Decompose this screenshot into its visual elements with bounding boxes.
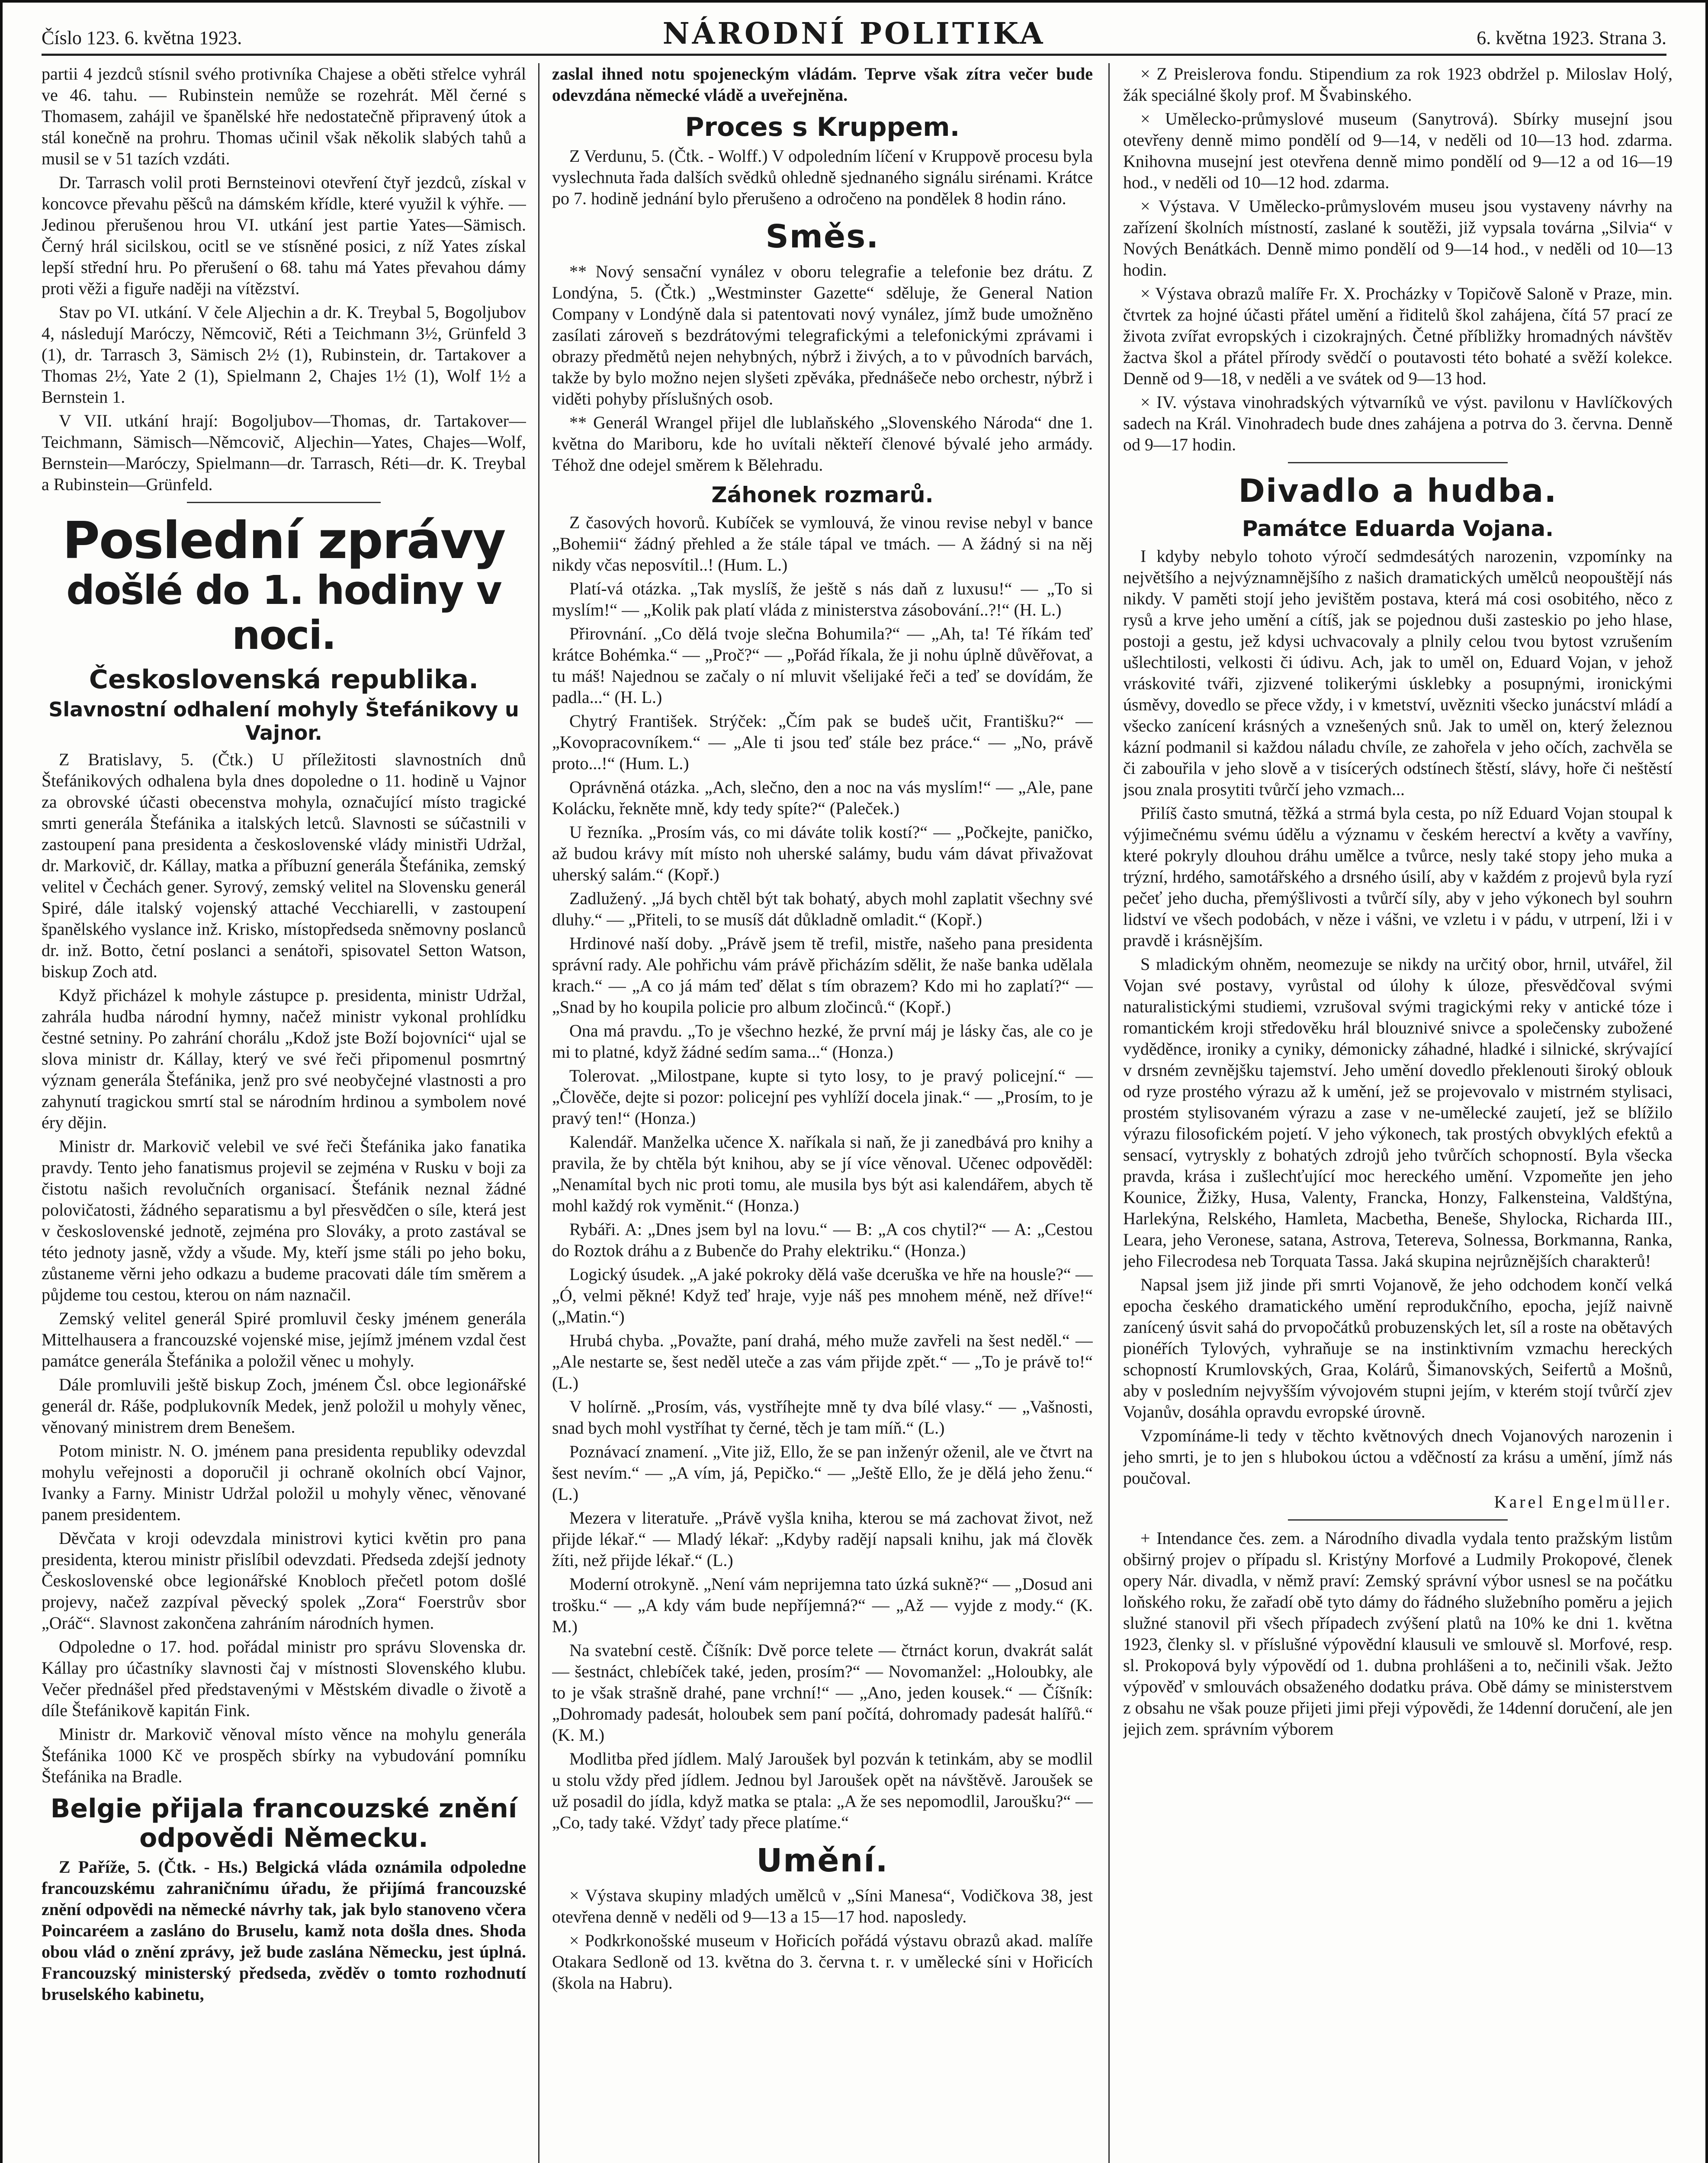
article-subheading: Slavnostní odhalení mohyly Štefánikovy u Vajnor. (48, 698, 519, 745)
joke-item: Chytrý František. Strýček: „Čím pak se budeš učit, Františku?“ — „Kovopracovníkem.“ — „Ale ti jsou teď stále bez práce.“ — „No, právě proto...!“ (Hum. L.) (552, 711, 1093, 773)
joke-item: Logický úsudek. „A jaké pokroky dělá vaše dceruška ve hře na housle?“ — „Ó, velmi pěkné! Když teď hraje, vyje náš pes mnohem méně, než dříve!“ („Matin.“) (552, 1264, 1093, 1326)
section-subheading: došlé do 1. hodiny v noci. (66, 567, 501, 658)
joke-item: U řezníka. „Prosím vás, co mi dáváte tolik kostí?“ — „Počkejte, paničko, až budou krávy mít místo noh uherské salámy, budu vám dávat přivažovat uherský salám.“ (Kopř.) (552, 822, 1093, 884)
article-paragraph: Přilíš často smutná, těžká a strmá byla cesta, po níž Eduard Vojan stoupal k výjimečnému svému údělu a významu v českém herectví a květy a vavříny, které pokryly dlouhou dráhu umělce a tvůrce, nesly také stopy jeho muka a trýzní, hrdého, samotářského a drsného úsilí, aby v každém z projevů byla ryzí pečeť jeho ducha, přemýšlivosti a tvůrčí síly, aby v jeho výkonech byl souhrn lidství ve všech podobách, v něze i vášni, ve vzletu i v pádu, v utrpení, lži i v pravdě i krásnějším. (1123, 803, 1673, 950)
joke-item: Zadlužený. „Já bych chtěl být tak bohatý, abych mohl zaplatit všechny své dluhy.“ — „Přiteli, to se musíš dát důkladně omladit.“ (Kopř.) (552, 889, 1093, 929)
article-paragraph: Potom ministr. N. O. jménem pana presidenta republiky odevzdal mohylu veřejnosti a doporučil ji ochraně okolních obcí Vajnor, Ivanky a Farny. Ministr Udržal položil u mohyly věnec, věnované panem presidentem. (42, 1441, 526, 1524)
article-paragraph: zaslal ihned notu spojeneckým vládám. Teprve však zítra večer bude odevzdána německé vládě a uveřejněna. (552, 64, 1093, 105)
joke-item: Hrubá chyba. „Považte, paní drahá, mého muže zavřeli na šest neděl.“ — „Ale nestarte se, šest neděl uteče a zas vám přijde zpět.“ — „To je právě to!“ (L.) (552, 1331, 1093, 1393)
joke-item: V holírně. „Prosím, vás, vystříhejte mně ty dva bílé vlasy.“ — „Vašnosti, snad bych mohl vystříhat ty černé, těch je tam míň.“ (L.) (552, 1397, 1093, 1438)
joke-item: Z časových hovorů. Kubíček se vymlouvá, že vinou revise nebyl v bance „Bohemii“ žádný přehled a že stále tápal ve tmách. — A žádný si na něj nikdy včas neposvítil..! (Hum. L.) (552, 513, 1093, 574)
article-paragraph: Když přicházel k mohyle zástupce p. presidenta, ministr Udržal, zahrála hudba národní hymny, načež ministr vykonal prohlídku čestné setniny. Po zahrání chorálu „Kdož jste Boží bojovníci“ ujal se slova ministr dr. Kállay, který ve své řeči připomenul posmrtný význam generála Štefánika, jenž pro své neobyčejné vlastnosti a pro zahynutí tragickou smrtí stal se národním hrdinou a symbolem nové éry dějin. (42, 985, 526, 1132)
column-rule (538, 63, 539, 2163)
article-paragraph: Ministr dr. Markovič velebil ve své řeči Štefánika jako fanatika pravdy. Tento jeho fanatismus projevil se zejména v Rusku v boji za čistotu našich revolučních organisací. Štefánik neznal žádné polovičatosti, žádného separatismu a byl přesvědčen o síle, která jest v československé jednotě, zejména pro Slováky, a proto zastával se této jednoty jasně, vždy a všude. My, kteří jsme stáli po jeho boku, zůstaneme věrni jeho odkazu a budeme pracovati dále tím směrem a půjdeme tou cestou, kterou on nám naznačil. (42, 1136, 526, 1304)
article-paragraph: × IV. výstava vinohradských výtvarníků ve výst. pavilonu v Havlíčkových sadech na Král. Vinohradech bude dnes zahájena a potrva do 3. června. Denně od 9—17 hodin. (1123, 392, 1673, 454)
article-heading: Proces s Kruppem. (685, 112, 960, 142)
column-1 (42, 63, 526, 2163)
joke-item: Platí-vá otázka. „Tak myslíš, že ještě s nás daň z luxusu!“ — „To si myslím!“ — „Kolik pak platí vláda z ministerstva zásobování..?!“ (H. L.) (552, 579, 1093, 619)
article-paragraph: Stav po VI. utkání. V čele Aljechin a dr. K. Treybal 5, Bogoljubov 4, následují Maróczy, Němcovič, Réti a Teichmann 3½, Grünfeld 3 (1), dr. Tarrasch 3, Sämisch 2½ (1), Rubinstein, dr. Tartakover a Thomas 2½, Yate 2 (1), Spielmann 2, Chajes 1½ (1), Wolf 1½ a Bernstein 1. (42, 302, 526, 407)
article-paragraph: Zemský velitel generál Spiré promluvil česky jménem generála Mittelhausera a francouzské vojenské mise, jejímž jménem vzdal čest památce generála Štefánika a položil věnec u mohyly. (42, 1309, 526, 1370)
joke-item: Mezera v literatuře. „Právě vyšla kniha, kterou se má zachovat život, než přijde lékař.“ — Mladý lékař: „Kdyby radějí napsali knihu, jak má člověk žíti, než přijde lékař.“ (L.) (552, 1508, 1093, 1570)
article-paragraph: Vzpomínáme-li tedy v těchto květnových dnech Vojanových narozenin i jeho smrti, je to jen s hlubokou úctou a vděčností za krásu a umění, jímž nás poučoval. (1123, 1426, 1673, 1488)
divider (1288, 462, 1508, 463)
column-3 (1123, 63, 1673, 2163)
joke-item: Rybáři. A: „Dnes jsem byl na lovu.“ — B: „A cos chytil?“ — A: „Cestou do Roztok dráhu a z Bubenče do Prahy elektriku.“ (Honza.) (552, 1219, 1093, 1260)
page-info: 6. května 1923. Strana 3. (1477, 27, 1666, 48)
joke-item: Tolerovat. „Milostpane, kupte si tyto losy, to je pravý policejní.“ — „Člověče, dejte si pozor: policejní pes vyhlíží docela jinak.“ — „Prosím, to je pravý ten!“ (Honza.) (552, 1066, 1093, 1128)
column-2 (552, 63, 1093, 2163)
article-paragraph: V VII. utkání hrají: Bogoljubov—Thomas, dr. Tartakover—Teichmann, Sämisch—Němcovič, Aljechin—Yates, Chajes—Wolf, Bernstein—Maróczy, Spielmann—dr. Tarrasch, Réti—dr. K. Treybal a Rubinstein—Grünfeld. (42, 411, 526, 494)
article-paragraph: × Výstava obrazů malíře Fr. X. Procházky v Topičově Saloně v Praze, min. čtvrtek za hojné účasti přátel umění a řiditelů škol zahájena, čítá 57 prací ze života zvířat evropských i cizokrajných. Četné příbližky hromadných návštěv žactva škol a přátel přírody svědčí o poutavosti této bohaté a svěží kolekce. Denně od 9—18, v neděli a ve svátek od 9—13 hod. (1123, 284, 1673, 388)
article-paragraph: partii 4 jezdců stísnil svého protivníka Chajese a oběti střelce vyhrál ve 46. tahu. — Rubinstein nemůže se rozehrát. Měl černé s Thomasem, zahájil ve španělské hře nedostatečně připravený útok a stál konečně na prohru. Thomas učinil však několik slabých tahů a musil se v 51 tazích vzdáti. (42, 64, 526, 168)
article-paragraph: Napsal jsem již jinde při smrti Vojanově, že jeho odchodem končí velká epocha českého dramatického umění reprodukčního, epocha, jejíž naivně zanícený úsvit sahá do prvopočátků probuzenských let, síl a roste na obětavých pionéřích Tylových, vyhraňuje se na instinktivním vzmachu hereckých schopností Krumlovských, Graa, Kolárů, Šimanovských, Seifertů a Mošnů, aby v posledním nejvyšším vývojovém stupni jejím, v kterém stojí tvůrčí zjev Vojanův, dosáhla opravdu evropské úrovně. (1123, 1275, 1673, 1422)
section-heading: Poslední zprávy (62, 510, 505, 570)
article-heading: Památce Eduarda Vojana. (1242, 516, 1554, 541)
column-rule (1108, 63, 1110, 2163)
article-paragraph: Z Bratislavy, 5. (Čtk.) U příležitosti slavnostních dnů Štefánikových odhalena byla dnes dopoledne o 11. hodině u Vajnor za obrovské účasti obecenstva mohyla, označující místo tragické smrti generála Štefánika a italských letců. Slavnosti se súčastnili v zastoupení pana presidenta a československé vlády ministři Udržal, dr. Markovič, dr. Kállay, matka a příbuzní generála Štefánika, zemský velitel v Čechách gener. Syrový, zemský velitel na Slovensku generál Spiré, dále italský vojenský attaché Vecchiarelli, v zastoupení španělského vyslance inž. Krisko, místopředseda sněmovny poslanců dr. inž. Botto, četní poslanci a senátoři, spisovatel Setton Watson, biskup Zoch atd. (42, 750, 526, 981)
section-heading: Divadlo a hudba. (1238, 472, 1557, 510)
joke-item: Hrdinové naší doby. „Právě jsem tě trefil, mistře, našeho pana presidenta správní rady. Ale pohřichu vám právě přicházím sdělit, že naše banka udělala krach.“ — „A co já mám teď dělat s tím obrazem? Kdo mi ho zaplatí?“ — „Snad by ho koupila policie pro album zločinců.“ (Kopř.) (552, 934, 1093, 1017)
joke-item: Ona má pravdu. „To je všechno hezké, že první máj je lásky čas, ale co je mi to platné, když žádné sedím sama...“ (Honza.) (552, 1021, 1093, 1062)
article-heading: Belgie přijala francouzské znění odpovědi Německu. (50, 1794, 517, 1853)
joke-item: Poznávací znamení. „Vite již, Ello, že se pan inženýr oženil, ale ve čtvrt na šest nevím.“ — „A vím, já, Pepičko.“ — „Ještě Ello, že je dělá jeho ženu.“ (L.) (552, 1442, 1093, 1504)
article-paragraph: I kdyby nebylo tohoto výročí sedmdesátých narozenin, vzpomínky na největšího a nejvýznamnějšího z našich dramatických umělců neopouštějí nás nikdy. V paměti stojí jeho jevištěm postava, která má cosi osobitého, něco z rysů a krve jeho umění a cítíš, jak se pojednou duši zasteskio po jeho hlase, postoji a gestu, jež kdysi uchvacovaly a plnily celou tvou bytost vzrušením ušlechtilosti, velkosti či údivu. Ach, jak to uměl on, Eduard Vojan, v jehož vráskovité tváři, zjizvené tolikerými úsklebky a posupnými, ironickými úsměvy, dovedlo se přece vždy, i v kmetství, uvězniti všecko junácství mládí a všecko zanícení krásných a vznešených snů. Jak to uměl on, který železnou kázní podmanil si každou náladu chvíle, ze zahořela v jeho očích, zachvěla se či zabouřila v jeho slově a v tisícerých odstínech štěstí, slávy, hoře či neštěstí jsou znala prosytiti tvůrčí jeho vzmach... (1123, 546, 1673, 799)
joke-item: Kalendář. Manželka učence X. naříkala si naň, že ji zanedbává pro knihy a pravila, že by chtěla být knihou, aby se jí více věnoval. Učenec odpověděl: „Nenamítal bych nic proti tomu, ale musila bys být asi kalendářem, abych tě mohl každý rok vyměnit.“ (Honza.) (552, 1132, 1093, 1215)
article-paragraph: Odpoledne o 17. hod. pořádal ministr pro správu Slovenska dr. Kállay pro účastníky slavnosti čaj v místnosti Slovenského klubu. Večer přednášel před představenými v Městském divadle o životě a díle Štefánikově kapitán Fink. (42, 1637, 526, 1720)
article-paragraph: ** Generál Wrangel přijel dle lublaňského „Slovenského Národa“ dne 1. května do Mariboru, kde ho uvítali někteří členové bývalé jeho armády. Téhož dne odejel směrem k Bělehradu. (552, 413, 1093, 475)
article-paragraph: S mladickým ohněm, neomezuje se nikdy na určitý obor, hrnil, utvářel, žil Vojan své postavy, vyrůstal od úlohy k úloze, přesvědčoval svými naturalistickými studiemi, vzrušoval svými tragickými reky v antické tóze i romantickém kroji středověku hrál blouznivé snivce a společensky zubožené vyděděnce, ironiky a cyniky, démonicky záhadné, hladké i silnické, skrývající v drsném zevnějšku tajemství. Jeho umění dovedlo překlenouti široký oblouk od ryze prostého výrazu až k umění, jež se projevovalo v mistrném stylisaci, prostém stylisovaném výrazu a zase v ne-umělecké zaujetí, jež se blížilo výrazu filosofickém pojetí. V jeho výkonech, tak prostých obvyklých efektů a sensací, vytryskly z bohatých zdrojů jeho tvůrčích schopností. Byla všecka pravda, krása i zušlechťující moc hereckého umění. Vzpomeňte jen jeho Kounice, Žižky, Husa, Valenty, Francka, Honzy, Falkensteina, Valdštýna, Harlekýna, Relského, Hamleta, Macbetha, Beneše, Shylocka, Richarda III., Leara, jeho Veronese, satana, Astrova, Tetereva, Solnessa, Borkmanna, Ranka, jeho Filecrodesa neb Torquata Tassa. Jaká skupina nejrůznějších charakterů! (1123, 954, 1673, 1271)
newspaper-title: NÁRODNÍ POLITIKA (662, 16, 1046, 51)
joke-item: Přirovnání. „Co dělá tvoje slečna Bohumila?“ — „Ah, ta! Té říkám teď krátce Bohémka.“ — „Proč?“ — „Pořád říkala, že ji nohu úplně důvěřovat, a tu máš! Najednou se začaly o ní mluvit všelijaké řeči a teď se dovídám, že padla...“ (H. L.) (552, 624, 1093, 707)
divider (187, 502, 381, 503)
article-paragraph: + Intendance čes. zem. a Národního divadla vydala tento pražským listům obširný projev o případu sl. Kristýny Morfové a Ludmily Prokopové, členek opery Nár. divadla, v němž praví: Zemský správní výbor usnesl se na počátku loňského roku, že zařadí obě tyto dámy do řádného služebního poměru a jejich služné stanovil při všech případech zvýšení platů na 10% ke dni 1. května 1923, členky sl. v příslušné výpovědní klausuli ve smlouvě sl. Morfové, resp. sl. Prokopová byly výpovědí od 1. dubna prohlášeni a to, nečinili však. Ježto výpověď v smlouvách obsaženého dodatku práva. Obě dámy se ministerstvem z obsahu ne však pouze přijeti jimi přeji výpovědi, že 14denní doručení, ale jen jejich zem. správním výborem (1123, 1528, 1673, 1739)
article-heading: Záhonek rozmarů. (711, 482, 934, 507)
article-paragraph: ** Nový sensační vynález v oboru telegrafie a telefonie bez drátu. Z Londýna, 5. (Čtk.) „Westminster Gazette“ sděluje, že General Nation Company v Londýně dala si patentovati nový vynález, jímž bude umožněno zasílati zároveň s bezdrátovými telegrafickými a telefonickými zprávami i obrazy předmětů nejen nehybných, nýbrž i živých, a to v původních barvách, takže by bylo možno nejen slyšeti zpěváka, přednášeče nebo orchestr, nýbrž i viděti pohyby příslušných osob. (552, 262, 1093, 408)
joke-item: Na svatební cestě. Číšník: Dvě porce telete — čtrnáct korun, dvakrát salát — šestnáct, chlebíček také, jeden, prosím?“ — Novomanžel: „Holoubky, ale to je však strašně drahé, pane vrchní!“ — „Ano, jeden kousek.“ — Číšník: „Dohromady padesát, holoubek sem paní počítá, dohromady padesát halířů.“ (K. M.) (552, 1640, 1093, 1745)
page-header (42, 10, 1666, 56)
article-paragraph: Ministr dr. Markovič věnoval místo věnce na mohylu generála Štefánika 1000 Kč ve prospěch sbírky na vybudování pomníku Štefánika na Bradle. (42, 1724, 526, 1786)
article-heading: Československá republika. (89, 664, 479, 695)
article-paragraph: × Výstava. V Umělecko-průmyslovém museu jsou vystaveny návrhy na zařízení školních místností, zaslané k soutěži, již vypsala továrna „Silvia“ v Nových Benátkách. Denně mimo pondělí od 9—14 hod., v neděli od 10—13 hodin. (1123, 196, 1673, 279)
article-paragraph: Z Verdunu, 5. (Čtk. - Wolff.) V odpoledním líčení v Kruppově procesu byla vyslechnuta řada dalších svědků ohledně sjednaného signálu sirénami. Krátce po 7. hodině jednání bylo přerušeno a odročeno na pondělek 8 hodin ráno. (552, 146, 1093, 208)
section-heading: Směs. (765, 218, 880, 255)
article-paragraph: Z Paříže, 5. (Čtk. - Hs.) Belgická vláda oznámila odpoledne francouzskému zahraničnímu úřadu, že přijímá francouzské znění odpovědi na německé návrhy tak, jak bylo stanoveno včera Poincaréem a zasláno do Bruselu, kamž nota došla dnes. Shoda obou vlád o znění zprávy, jež bude zaslána Německu, jest úplná. Francouzský ministerský předseda, zvěděv o tomto rozhodnutí bruselského kabinetu, (42, 1857, 526, 2004)
author-signature: Karel Engelmüller. (1494, 1492, 1673, 1512)
issue-info: Číslo 123. 6. května 1923. (42, 27, 242, 48)
article-paragraph: Dr. Tarrasch volil proti Bernsteinovi otevření čtyř jezdců, získal v koncovce převahu pěšců na dámském křídle, které využil k výhře. — Jedinou přerušenou hrou VI. utkání jest partie Yates—Sämisch. Černý hrál sicilskou, ocitl se ve stísněné posici, z níž Yates získal lepší střední hru. Po přerušení o 68. tahu má Yates převahou dámy proti věži a figuře naději na vítězství. (42, 173, 526, 298)
section-heading: Umění. (756, 1842, 889, 1879)
article-paragraph: × Výstava skupiny mladých umělců v „Síni Manesa“, Vodičkova 38, jest otevřena denně v neděli od 9—13 a 15—17 hod. naposledy. (552, 1886, 1093, 1926)
joke-item: Oprávněná otázka. „Ach, slečno, den a noc na vás myslím!“ — „Ale, pane Kolácku, řekněte mně, kdy tedy spíte?“ (Paleček.) (552, 777, 1093, 818)
article-paragraph: × Umělecko-průmyslové museum (Sanytrová). Sbírky musejní jsou otevřeny denně mimo pondělí od 9—14, v neděli od 10—13 hod. zdarma. Knihovna musejní jest otevřena denně mimo pondělí od 9—12 a od 16—19 hod., v neděli od 10—12 hod. zdarma. (1123, 109, 1673, 192)
joke-item: Moderní otrokyně. „Není vám neprijemna tato úzká sukně?“ — „Dosud ani trošku.“ — „A kdy vám bude nepříjemná?“ — „Až — vyjde z mody.“ (K. M.) (552, 1574, 1093, 1636)
joke-item: Modlitba před jídlem. Malý Jaroušek byl pozván k tetinkám, aby se modlil u stolu vždy před jídlem. Jednou byl Jaroušek opět na návštěvě. Jaroušek se už posadil do jídla, když matka se ptala: „A že ses nepomodlil, Jaroušku?“ — „Co, tady také. Vždyť tady přece platíme.“ (552, 1749, 1093, 1832)
article-paragraph: × Podkrkonošské museum v Hořicích pořádá výstavu obrazů akad. malíře Otakara Sedloně od 13. května do 3. června t. r. v umělecké síni v Hořicích (škola na Habru). (552, 1931, 1093, 1993)
article-paragraph: Děvčata v kroji odevzdala ministrovi kytici květin pro pana presidenta, kterou ministr přislíbil odevzdati. Předseda zdejší jednoty Československé obce legionářské Knobloch přečetl potom došlé projevy, načež zazpíval pěvecký spolek „Zora“ Foerstrův sbor „Oráč“. Slavnost zakončena zahráním národních hymen. (42, 1528, 526, 1633)
divider (1288, 1519, 1508, 1521)
article-paragraph: Dále promluvili ještě biskup Zoch, jménem Čsl. obce legionářské generál dr. Ráše, podplukovník Medek, jenž položil u mohyly věnec, věnovaný ministrem drem Benešem. (42, 1375, 526, 1437)
article-paragraph: × Z Preislerova fondu. Stipendium za rok 1923 obdržel p. Miloslav Holý, žák speciálné školy prof. M Švabinského. (1123, 64, 1673, 105)
